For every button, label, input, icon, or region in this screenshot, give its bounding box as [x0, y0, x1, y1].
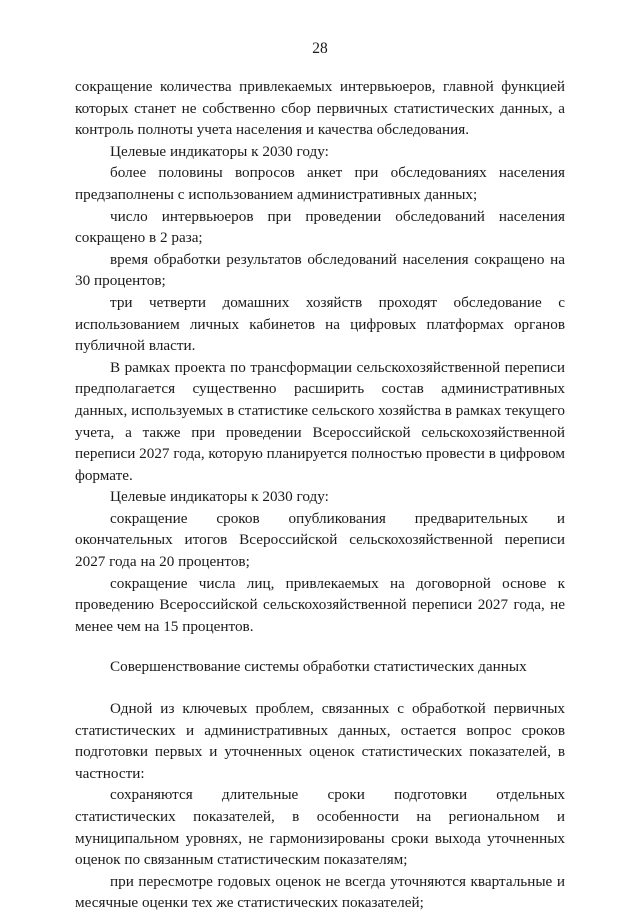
section-heading: Совершенствование системы обработки статистических данных: [110, 658, 527, 676]
page-number: 28: [312, 40, 328, 57]
paragraph: В рамках проекта по трансформации сельскохозяйственной переписи предполагается существенно расширить состав административных данных, используемых в статистике сельского хозяйства в рамках текущего учета, а также при проведении Всероссийской сельскохозяйственной переписи 2027 года, которую планируется полностью провести в цифровом формате.: [75, 358, 565, 484]
paragraph: сокращение количества привлекаемых интервьюеров, главной функцией которых станет не собственно сбор первичных статистических данных, а контроль полноты учета населения и качества обследования.: [75, 78, 565, 139]
paragraph: число интервьюеров при проведении обследований населения сокращено в 2 раза;: [75, 207, 565, 247]
paragraph: сокращение сроков опубликования предварительных и окончательных итогов Всероссийской сельскохозяйственной переписи 2027 года на 20 процентов;: [75, 509, 565, 571]
paragraph: сохраняются длительные сроки подготовки отдельных статистических показателей, в особенности на региональном и муниципальном уровнях, не гармонизированы сроки выхода уточненных оценок по связанным статистическим показателям;: [75, 786, 565, 869]
paragraph: время обработки результатов обследований населения сокращено на 30 процентов;: [75, 250, 565, 290]
paragraph: три четверти домашних хозяйств проходят обследование с использованием личных кабинетов на цифровых платформах органов публичной власти.: [75, 293, 565, 355]
paragraph: сокращение числа лиц, привлекаемых на договорной основе к проведению Всероссийской сельскохозяйственной переписи 2027 года, не менее чем на 15 процентов.: [75, 574, 565, 635]
paragraph: при пересмотре годовых оценок не всегда уточняются квартальные и месячные оценки тех же статистических показателей;: [75, 872, 565, 912]
paragraph: Целевые индикаторы к 2030 году:: [110, 488, 329, 506]
paragraph: Целевые индикаторы к 2030 году:: [110, 142, 329, 160]
document-body: [75, 76, 565, 914]
paragraph: Одной из ключевых проблем, связанных с обработкой первичных статистических и административных данных, остается вопрос сроков подготовки первых и уточненных оценок статистических показателей, в частности:: [75, 700, 565, 782]
paragraph: более половины вопросов анкет при обследованиях населения предзаполнены с использованием административных данных;: [75, 164, 565, 203]
